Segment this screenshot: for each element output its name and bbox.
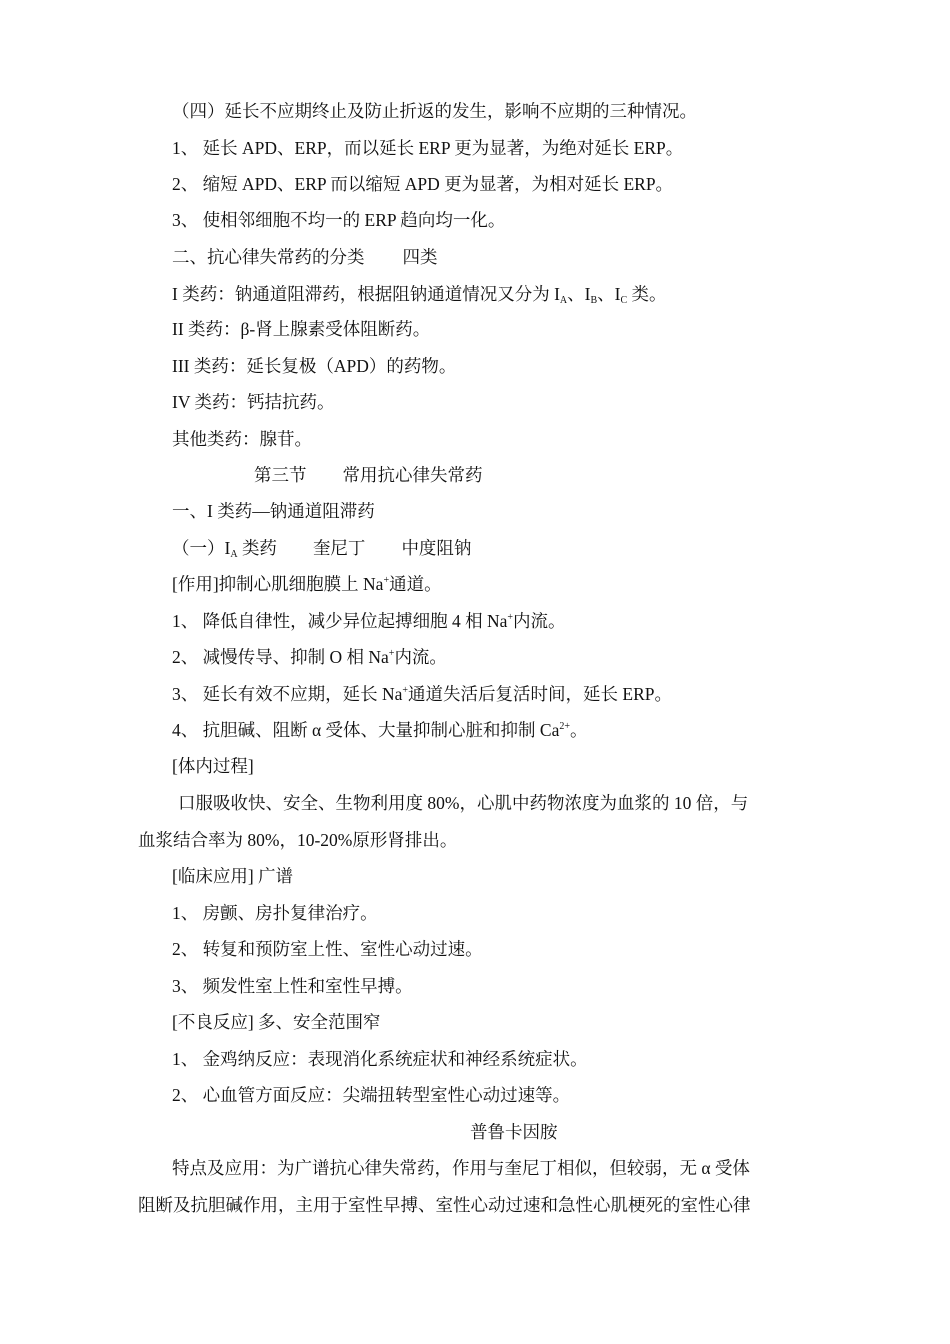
subscript: A: [230, 549, 238, 560]
paragraph-line: 口服吸收快、安全、生物利用度 80%，心肌中药物浓度为血浆的 10 倍，与: [178, 793, 749, 813]
superscript: +: [402, 685, 409, 696]
subsection-heading: 一、I 类药—钠通道阻滞药: [172, 501, 375, 521]
text-run: 通道。: [389, 574, 442, 594]
paragraph-refractory-heading: （四）延长不应期终止及防止折返的发生，影响不应期的三种情况。: [172, 101, 697, 121]
list-item: [172, 613, 566, 631]
drug-heading-quinidine: [172, 540, 471, 558]
list-item: 1、 房颤、房扑复律治疗。: [172, 903, 378, 923]
text-run: 。: [570, 720, 588, 740]
section-title: [254, 467, 483, 485]
subscript: A: [559, 295, 568, 306]
drug-title-procainamide: 普鲁卡因胺: [470, 1122, 558, 1142]
list-item: 1、 延长 APD、ERP，而以延长 ERP 更为显著，为绝对延长 ERP。: [172, 138, 684, 158]
text-run: 、I: [567, 284, 591, 304]
section-name: 常用抗心律失常药: [342, 465, 483, 485]
class-iii-line: III 类药：延长复极（APD）的药物。: [172, 356, 457, 376]
superscript: +: [507, 612, 514, 623]
text-run: 类。: [627, 284, 667, 304]
list-item: 2、 转复和预防室上性、室性心动过速。: [172, 939, 483, 959]
text-run: 内流。: [513, 611, 566, 631]
list-item: [172, 686, 672, 704]
list-item: 2、 心血管方面反应：尖端扭转型室性心动过速等。: [172, 1085, 571, 1105]
paragraph-line: 特点及应用：为广谱抗心律失常药，作用与奎尼丁相似，但较弱，无 α 受体: [172, 1158, 750, 1178]
text-run: I 类药：钠通道阻滞药，根据阻钠通道情况又分为 I: [172, 284, 560, 304]
text-run: 、I: [597, 284, 621, 304]
list-item: [172, 722, 588, 740]
subscript: B: [590, 295, 598, 306]
paragraph-line: 血浆结合率为 80%，10-20%原形肾排出。: [138, 830, 458, 850]
heading-text: 二、抗心律失常药的分类: [172, 247, 365, 267]
action-line: [172, 576, 442, 594]
text-run: 4、 抗胆碱、阻断 α 受体、大量抑制心脏和抑制 Ca: [172, 720, 560, 740]
section-heading-classification: [172, 249, 438, 267]
superscript: 2+: [559, 721, 570, 732]
list-item: [172, 649, 447, 667]
class-ii-line: II 类药：β-肾上腺素受体阻断药。: [172, 319, 431, 339]
list-item: 3、 频发性室上性和室性早搏。: [172, 976, 413, 996]
text-run: （一）I: [172, 538, 231, 558]
text-run: 内流。: [394, 647, 447, 667]
clinical-use-heading: [临床应用] 广谱: [172, 866, 294, 886]
text-run: 通道失活后复活时间，延长 ERP。: [408, 684, 673, 704]
list-item: 3、 使相邻细胞不均一的 ERP 趋向均一化。: [172, 210, 506, 230]
text-run: 3、 延长有效不应期，延长 Na: [172, 684, 403, 704]
class-iv-line: IV 类药：钙拮抗药。: [172, 392, 335, 412]
drug-name: 奎尼丁: [312, 538, 366, 558]
text-run: 2、 减慢传导、抑制 O 相 Na: [172, 647, 389, 667]
list-item: 2、 缩短 APD、ERP 而以缩短 APD 更为显著，为相对延长 ERP。: [172, 174, 674, 194]
heading-note: 四类: [402, 247, 438, 267]
text-run: 1、 降低自律性，减少异位起搏细胞 4 相 Na: [172, 611, 508, 631]
subscript: C: [620, 295, 628, 306]
text-run: 类药: [237, 538, 277, 558]
adverse-reaction-heading: [不良反应] 多、安全范围窄: [172, 1012, 381, 1032]
list-item: 1、 金鸡纳反应：表现消化系统症状和神经系统症状。: [172, 1049, 588, 1069]
text-run: [作用]抑制心肌细胞膜上 Na: [172, 574, 384, 594]
pharmacokinetics-heading: [体内过程]: [172, 756, 254, 776]
other-class-line: 其他类药：腺苷。: [172, 429, 312, 449]
paragraph-line: 阻断及抗胆碱作用，主用于室性早搏、室性心动过速和急性心肌梗死的室性心律: [138, 1195, 751, 1215]
section-number: 第三节: [254, 465, 307, 485]
class-i-line: [172, 286, 667, 304]
superscript: +: [388, 648, 395, 659]
superscript: +: [383, 575, 390, 586]
drug-note: 中度阻钠: [401, 538, 472, 558]
